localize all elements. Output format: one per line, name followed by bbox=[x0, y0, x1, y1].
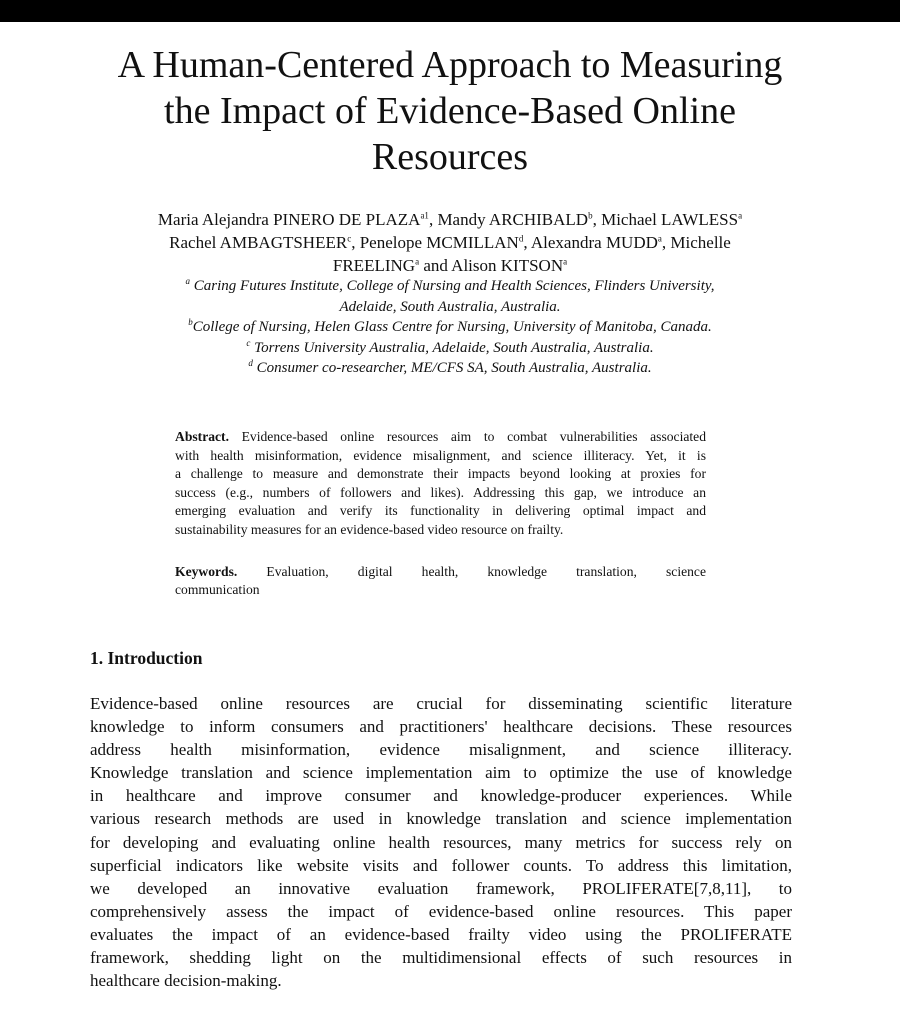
affiliation-marker: a1 bbox=[420, 210, 429, 221]
abstract bbox=[175, 428, 706, 539]
author-line bbox=[60, 231, 840, 254]
title-line: the Impact of Evidence-Based Online bbox=[164, 90, 736, 132]
affiliation-marker: a bbox=[415, 256, 420, 267]
affiliation-d bbox=[60, 358, 840, 379]
author-name: , Penelope MCMILLAN bbox=[351, 233, 519, 252]
author-line bbox=[60, 254, 840, 277]
author-name: Maria Alejandra PINERO DE PLAZA bbox=[157, 210, 421, 229]
affiliation-marker: a bbox=[657, 233, 662, 244]
title-line: Resources bbox=[371, 136, 529, 178]
abstract-line bbox=[175, 428, 706, 447]
affiliation-marker: c bbox=[347, 233, 352, 244]
author-name: FREELING bbox=[332, 256, 416, 275]
title-line: A Human-Centered Approach to Measuring bbox=[117, 44, 783, 86]
author-name: , Alexandra MUDD bbox=[523, 233, 658, 252]
author-name: Rachel AMBAGTSHEER bbox=[169, 233, 348, 252]
abstract-line: emerging evaluation and verify its functionality in delivering optimal impact and bbox=[175, 503, 706, 518]
paragraph-line: Evidence-based online resources are crucial for disseminating scientific literature bbox=[90, 694, 792, 713]
affiliation-marker: b bbox=[188, 317, 193, 327]
affiliation-marker: a bbox=[563, 256, 568, 267]
top-black-bar bbox=[0, 0, 900, 22]
affiliation-text: Torrens University Australia, Adelaide, South Australia, Australia. bbox=[250, 339, 654, 356]
affiliation-a-cont bbox=[60, 297, 840, 318]
affiliation-b bbox=[60, 317, 840, 338]
abstract-label: Abstract. bbox=[175, 429, 229, 444]
keywords-line bbox=[175, 563, 706, 581]
affiliation-marker: a bbox=[185, 276, 191, 286]
paragraph-line: address health misinformation, evidence misalignment, and science illiteracy. bbox=[90, 740, 792, 760]
author-name: , Michael LAWLESS bbox=[592, 210, 739, 229]
paragraph-line: various research methods are used in knowledge translation and science implementation bbox=[90, 809, 792, 829]
abstract-line: success (e.g., numbers of followers and likes). Addressing this gap, we introduce an bbox=[175, 484, 706, 500]
affiliations bbox=[60, 276, 840, 379]
paragraph-line: knowledge to inform consumers and practitioners' healthcare decisions. These resources bbox=[90, 717, 792, 737]
introduction-paragraph bbox=[90, 692, 792, 992]
author-line bbox=[60, 208, 840, 231]
paragraph-line: superficial indicators like website visits and follower counts. To address this limitation, bbox=[90, 855, 792, 875]
author-name: and Alison KITSON bbox=[419, 256, 564, 275]
affiliation-text: Caring Futures Institute, College of Nursing and Health Sciences, Flinders University, bbox=[190, 278, 715, 294]
paragraph-line: evaluates the impact of an evidence-based frailty video using the PROLIFERATE bbox=[90, 924, 792, 944]
paragraph-line: Knowledge translation and science implementation aim to optimize the use of knowledge bbox=[90, 763, 792, 783]
author-name: , Mandy ARCHIBALD bbox=[428, 210, 589, 229]
abstract-line: a challenge to measure and demonstrate their impacts beyond looking at proxies for bbox=[175, 466, 706, 481]
abstract-line: with health misinformation, evidence misalignment, and science illiteracy. Yet, it is bbox=[175, 447, 706, 463]
paragraph-line: we developed an innovative evaluation framework, PROLIFERATE[7,8,11], to bbox=[90, 878, 792, 898]
affiliation-text: Consumer co-researcher, ME/CFS SA, South Australia, Australia. bbox=[252, 360, 652, 376]
affiliation-marker: d bbox=[518, 233, 524, 244]
keywords bbox=[175, 563, 706, 599]
abstract-line: sustainability measures for an evidence-based video resource on frailty. bbox=[175, 521, 564, 537]
affiliation-a bbox=[60, 276, 840, 297]
affiliation-text: College of Nursing, Helen Glass Centre for Nursing, University of Manitoba, Canada. bbox=[192, 319, 712, 335]
author-list bbox=[60, 208, 840, 277]
affiliation-text: Adelaide, South Australia, Australia. bbox=[339, 298, 561, 315]
paragraph-line: for developing and evaluating online health resources, many metrics for success rely on bbox=[90, 832, 792, 852]
affiliation-c bbox=[60, 338, 840, 359]
abstract-text: Evidence-based online resources aim to combat vulnerabilities associated bbox=[228, 429, 706, 444]
affiliation-marker: b bbox=[588, 210, 593, 221]
affiliation-marker: a bbox=[738, 210, 743, 221]
author-name: , Michelle bbox=[661, 233, 731, 252]
section-heading: 1. Introduction bbox=[90, 648, 203, 668]
paper-title bbox=[60, 42, 840, 180]
paragraph-line: in healthcare and improve consumer and knowledge-producer experiences. While bbox=[90, 786, 792, 806]
affiliation-marker: c bbox=[246, 337, 251, 348]
paragraph-line: framework, shedding light on the multidimensional effects of such resources in bbox=[90, 948, 792, 968]
paragraph-line: comprehensively assess the impact of evidence-based online resources. This paper bbox=[90, 901, 792, 921]
paragraph-line: healthcare decision-making. bbox=[90, 971, 282, 991]
keywords-label: Keywords. bbox=[175, 564, 238, 579]
keywords-text: Evaluation, digital health, knowledge translation, science bbox=[237, 564, 706, 579]
affiliation-marker: d bbox=[248, 358, 253, 368]
keywords-line: communication bbox=[175, 582, 260, 597]
